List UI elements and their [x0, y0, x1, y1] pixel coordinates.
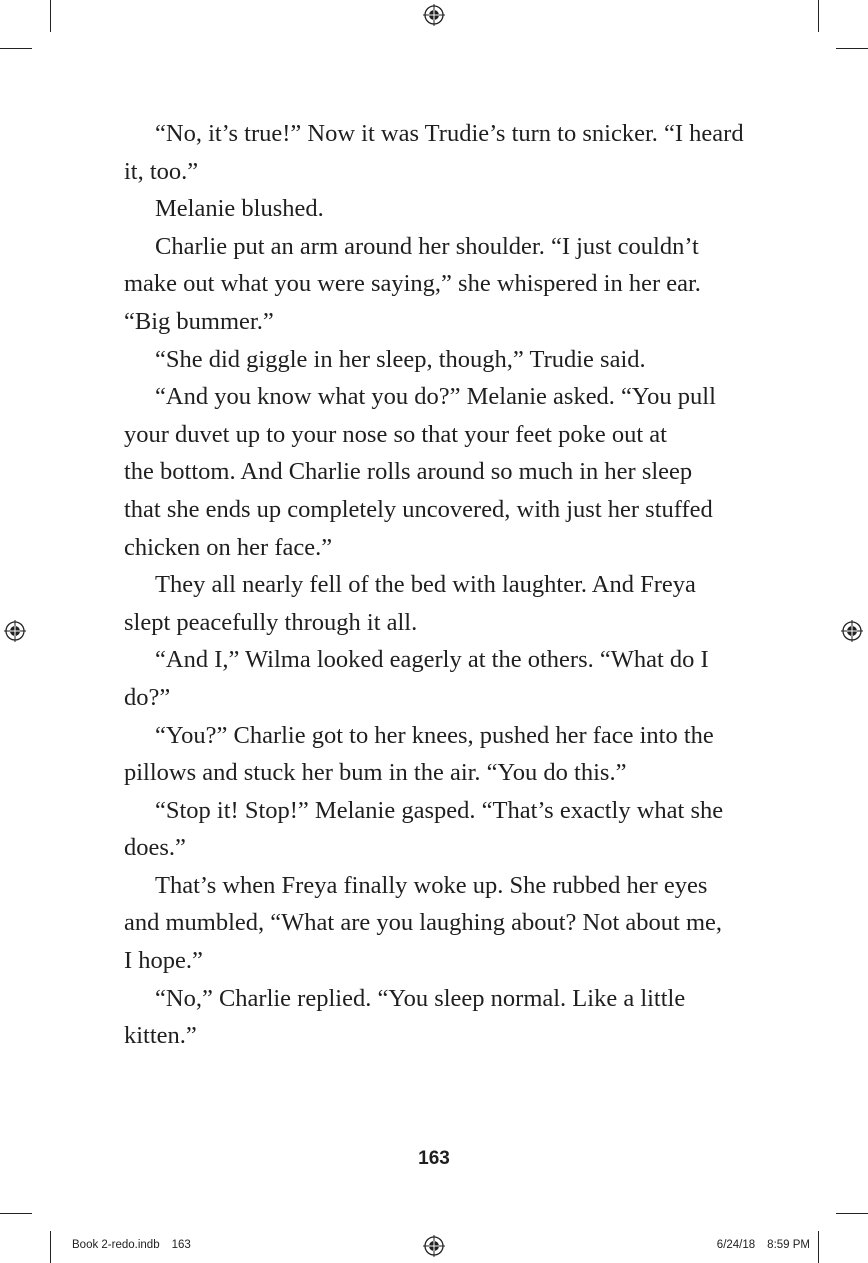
- crop-mark-top-right: [818, 0, 819, 32]
- body-text: [124, 115, 744, 1055]
- text-line: the bottom. And Charlie rolls around so much in her sleep: [124, 458, 693, 486]
- text-line: chicken on her face.”: [124, 533, 333, 561]
- text-line: Charlie put an arm around her shoulder. “I just couldn’t: [155, 232, 699, 260]
- text-line: slept peacefully through it all.: [124, 608, 418, 636]
- slug-page: 163: [171, 1239, 191, 1251]
- text-line: That’s when Freya finally woke up. She rubbed her eyes: [155, 871, 708, 899]
- page-number: 163: [418, 1148, 450, 1169]
- text-line: “No, it’s true!” Now it was Trudie’s turn to snicker. “I heard: [155, 120, 744, 147]
- crop-mark-top-right-h: [836, 48, 868, 49]
- text-line: Melanie blushed.: [155, 195, 324, 223]
- text-line: does.”: [124, 834, 186, 862]
- slug-time: 8:59 PM: [767, 1239, 810, 1251]
- text-line: and mumbled, “What are you laughing about? Not about me,: [124, 909, 723, 937]
- text-line: They all nearly fell of the bed with laughter. And Freya: [155, 571, 696, 599]
- text-line: your duvet up to your nose so that your feet poke out at: [124, 420, 667, 448]
- text-line: make out what you were saying,” she whispered in her ear.: [124, 270, 701, 298]
- text-line: pillows and stuck her bum in the air. “You do this.”: [124, 759, 627, 787]
- text-line: “And you know what you do?” Melanie asked. “You pull: [155, 383, 716, 411]
- registration-target-icon: [841, 620, 863, 642]
- crop-mark-bottom-left-h: [0, 1213, 32, 1214]
- slug-file-info: [72, 1239, 191, 1251]
- text-line: that she ends up completely uncovered, with just her stuffed: [124, 495, 713, 523]
- text-line: I hope.”: [124, 947, 203, 975]
- text-line: “She did giggle in her sleep, though,” Trudie said.: [155, 345, 646, 373]
- text-line: “And I,” Wilma looked eagerly at the others. “What do I: [155, 646, 709, 674]
- text-line: it, too.”: [124, 157, 199, 185]
- slug-date: 6/24/18: [716, 1239, 756, 1251]
- crop-mark-top-left-h: [0, 48, 32, 49]
- text-line: “You?” Charlie got to her knees, pushed her face into the: [155, 721, 714, 749]
- crop-mark-bottom-right-h: [836, 1213, 868, 1214]
- registration-target-icon: [423, 4, 445, 26]
- text-line: “Big bummer.”: [124, 307, 274, 335]
- text-line: do?”: [124, 683, 171, 711]
- slug-date-info: [717, 1239, 810, 1251]
- text-line: kitten.”: [124, 1022, 197, 1050]
- registration-target-icon: [423, 1235, 445, 1257]
- crop-mark-bottom-left: [50, 1231, 51, 1263]
- slug-file-name: Book 2-redo.indb: [72, 1239, 160, 1251]
- text-line: “No,” Charlie replied. “You sleep normal. Like a little: [155, 984, 686, 1012]
- text-line: “Stop it! Stop!” Melanie gasped. “That’s exactly what she: [155, 796, 724, 824]
- registration-target-icon: [4, 620, 26, 642]
- crop-mark-bottom-right: [818, 1231, 819, 1263]
- crop-mark-top-left: [50, 0, 51, 32]
